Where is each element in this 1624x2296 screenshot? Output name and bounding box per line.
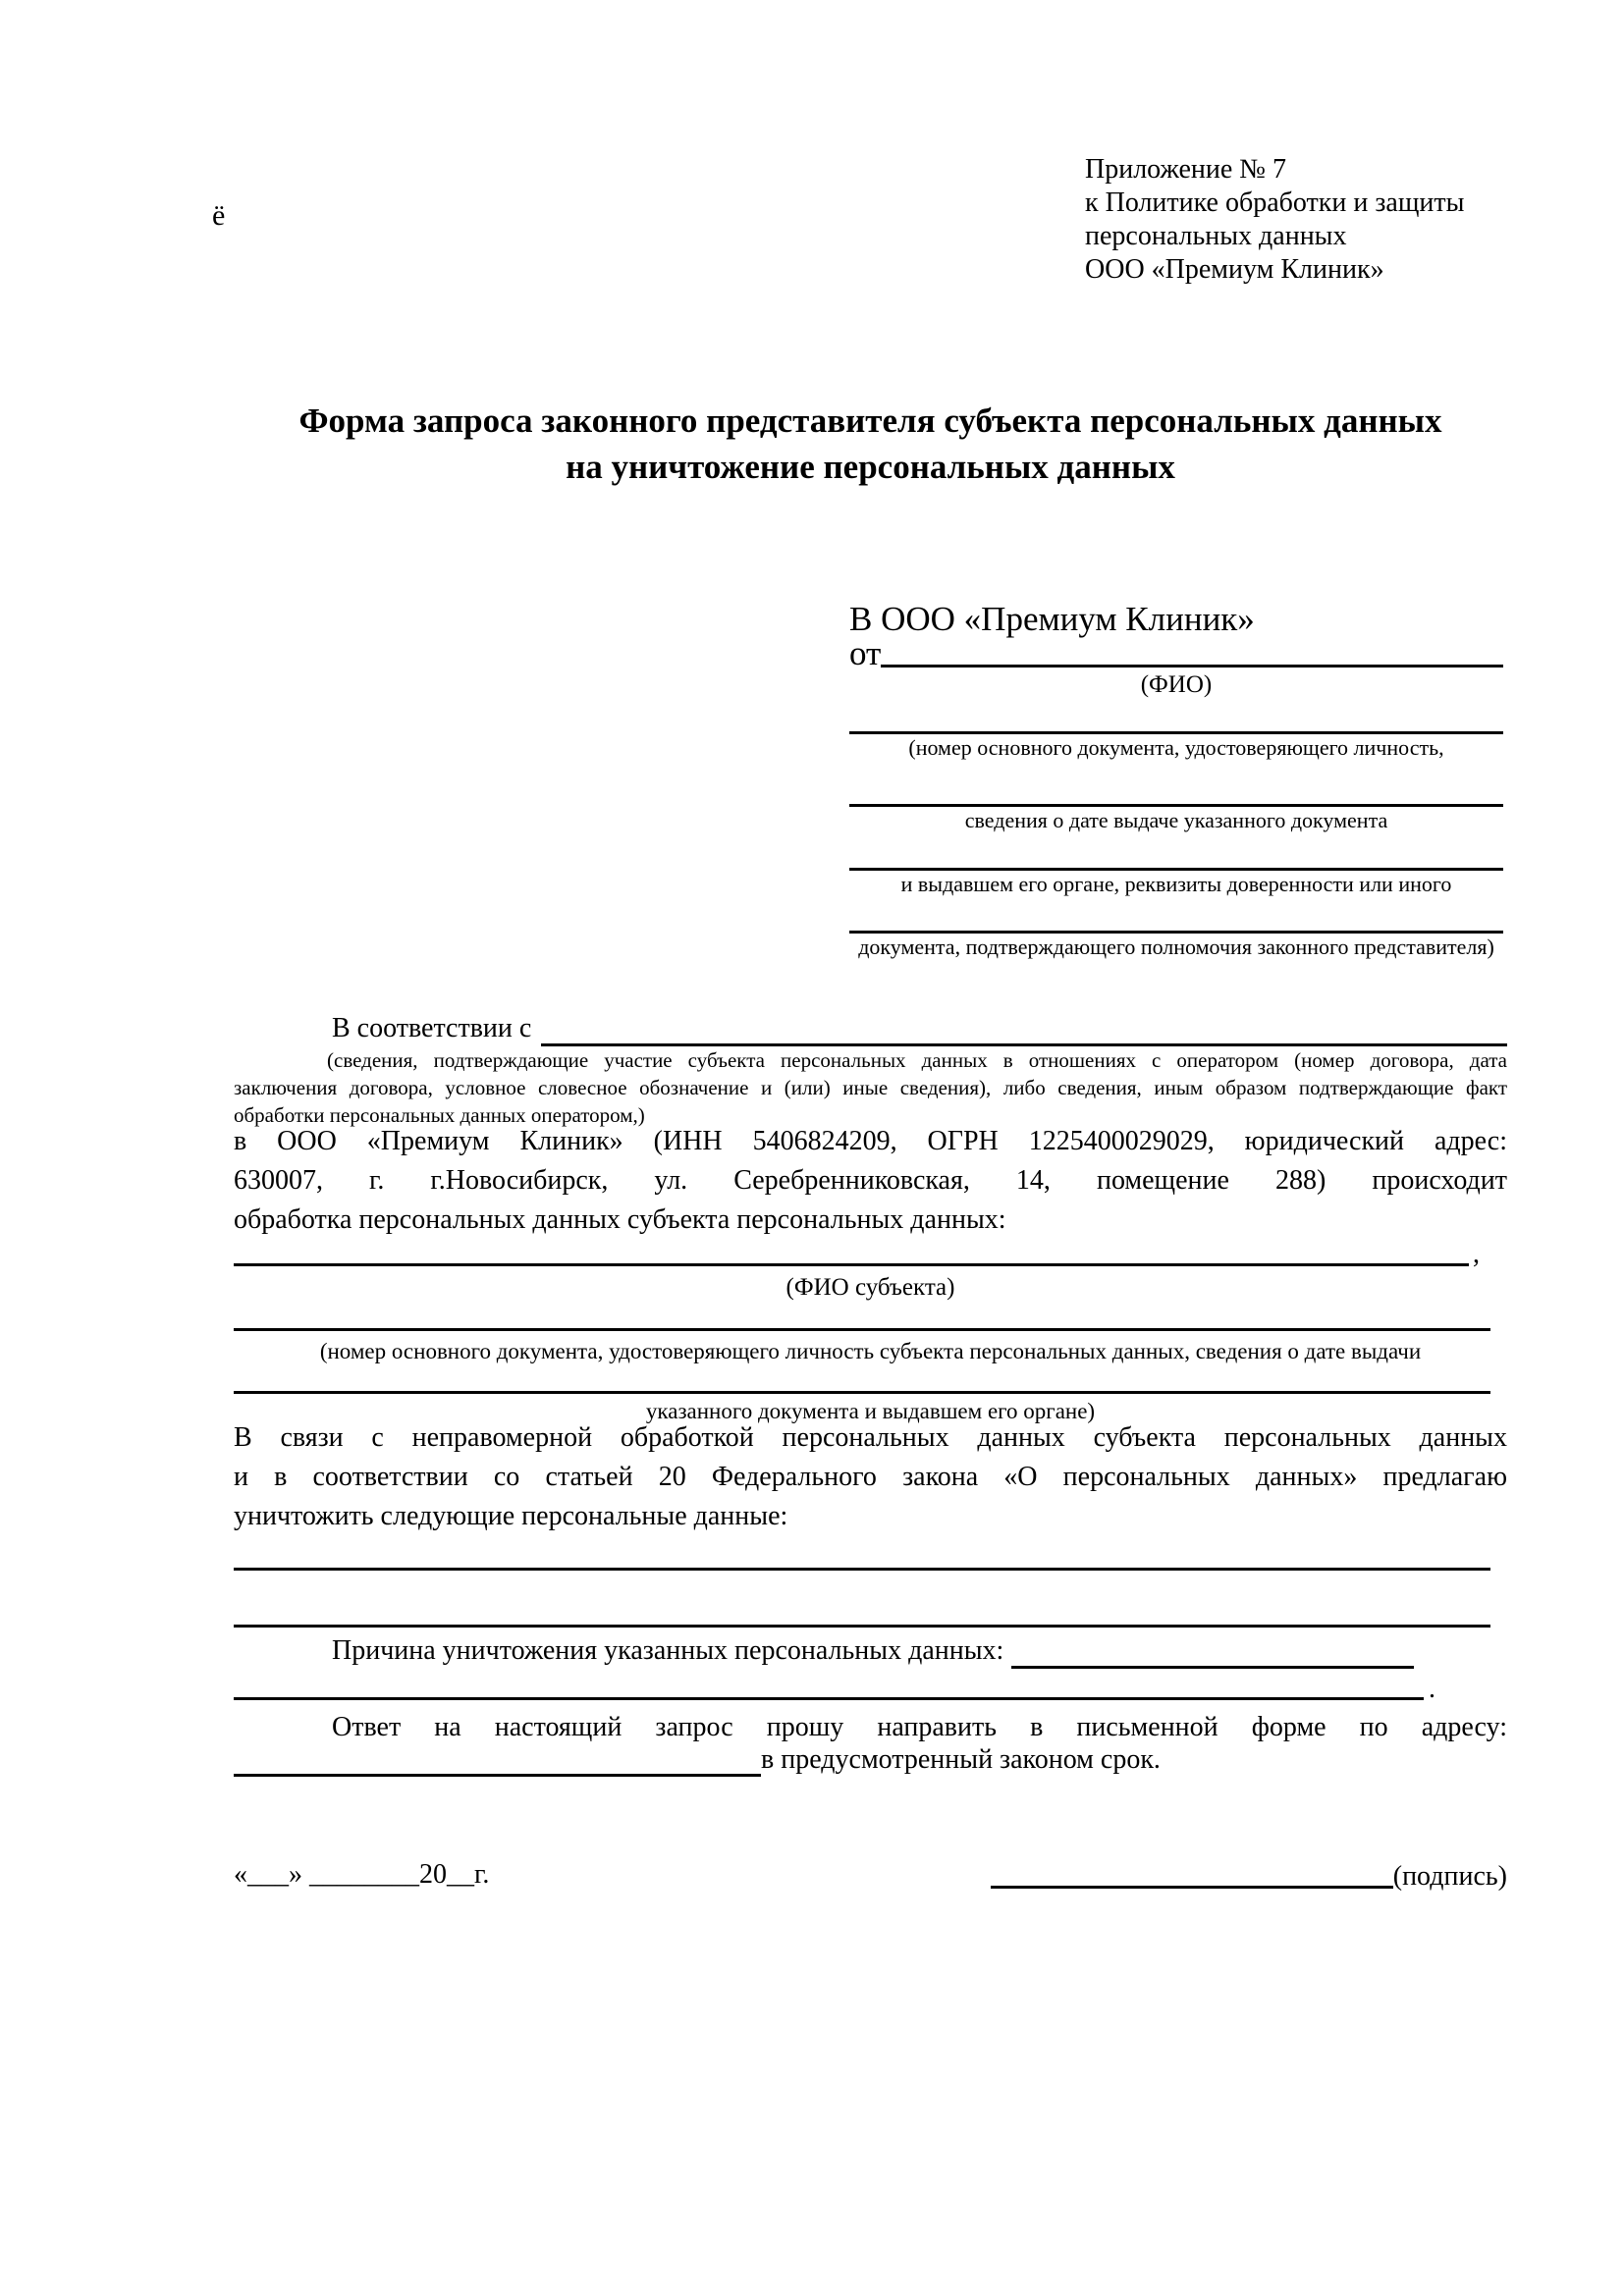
reason-row <box>234 1633 1507 1669</box>
comma-char: , <box>1473 1239 1480 1269</box>
appendix-line: к Политике обработки и защиты <box>1085 187 1465 218</box>
note-line: (сведения, подтверждающие участие субъекта персональных данных в отношениях с оператором (номер договора, дата <box>327 1048 1507 1072</box>
appendix-line: персональных данных <box>1085 221 1347 251</box>
unlawful-line: и в соответствии со статьей 20 Федерального закона «О персональных данных» предлагаю <box>234 1462 1507 1492</box>
operator-line: в ООО «Премиум Клиник» (ИНН 5406824209, ОГРН 1225400029029, юридический адрес: <box>234 1126 1507 1156</box>
stray-char: ё <box>212 199 226 232</box>
note-line: заключения договора, условное словесное обозначение и (или) иные сведения), либо сведения, иным образом подтверждающие факт <box>234 1076 1507 1099</box>
operator-line: 630007, г. г.Новосибирск, ул. Серебренниковская, 14, помещение 288) происходит <box>234 1165 1507 1196</box>
subject-fio-caption: (ФИО субъекта) <box>785 1274 955 1301</box>
from-label: от <box>849 634 882 672</box>
addressee-line-caption: (номер основного документа, удостоверяющего личность, <box>908 735 1444 760</box>
footer-row <box>234 1853 1507 1896</box>
subject-doc-line <box>234 1328 1490 1331</box>
period-char: . <box>1429 1674 1435 1704</box>
unlawful-line: уничтожить следующие персональные данные: <box>234 1501 788 1531</box>
addressee-line-caption: сведения о дате выдаче указанного документа <box>964 808 1388 832</box>
addressee-block <box>849 599 1503 960</box>
fill-in-line <box>881 665 1503 667</box>
title-line-1: Форма запроса законного представителя субъекта персональных данных <box>298 401 1442 440</box>
accordance-row <box>234 1011 1507 1046</box>
appendix-line: Приложение № 7 <box>1085 154 1286 185</box>
fill-in-line <box>234 1774 761 1777</box>
reason-label: Причина уничтожения указанных персональных данных: <box>332 1635 1004 1666</box>
title-line-2: на уничтожение персональных данных <box>566 448 1175 486</box>
document-title <box>234 398 1507 490</box>
accordance-note <box>234 1046 1507 1129</box>
fill-in-line <box>1011 1666 1414 1669</box>
operator-paragraph <box>234 1122 1507 1240</box>
signature-caption: (подпись) <box>1392 1861 1507 1892</box>
fill-in-line <box>234 1697 1424 1700</box>
addressee-line-caption: документа, подтверждающего полномочия законного представителя) <box>858 934 1494 959</box>
response-term-text: в предусмотренный законом срок. <box>761 1744 1161 1775</box>
fill-in-line <box>234 1625 1490 1628</box>
signature-block <box>991 1857 1507 1896</box>
appendix-block <box>1085 153 1509 287</box>
appendix-line: ООО «Премиум Клиник» <box>1085 254 1384 285</box>
subject-fio-line <box>234 1263 1469 1266</box>
unlawful-line: В связи с неправомерной обработкой персональных данных субъекта персональных данных <box>234 1422 1507 1453</box>
operator-line: обработка персональных данных субъекта персональных данных: <box>234 1204 1006 1235</box>
fio-caption: (ФИО) <box>1140 671 1213 698</box>
response-sentence: Ответ на настоящий запрос прошу направить в письменной форме по адресу: <box>332 1712 1507 1742</box>
addressee-line-caption: и выдавшем его органе, реквизиты доверенности или иного <box>900 872 1452 896</box>
subject-doc-caption: (номер основного документа, удостоверяющего личность субъекта персональных данных, сведения о дате выдачи <box>319 1339 1422 1363</box>
subject-doc-line <box>234 1391 1490 1394</box>
unlawful-paragraph <box>234 1418 1507 1536</box>
from-row <box>849 634 1503 672</box>
signature-line <box>991 1886 1393 1889</box>
subject-doc-caption: указанного документа и выдавшем его органе) <box>645 1399 1096 1423</box>
note-line: обработки персональных данных оператором,) <box>234 1103 645 1127</box>
date-field: «___» ________20__г. <box>234 1859 490 1890</box>
fill-in-line <box>234 1568 1490 1571</box>
accordance-lead: В соответствии с <box>332 1013 532 1043</box>
response-address-row <box>234 1743 1507 1777</box>
addressee-organization: В ООО «Премиум Клиник» <box>849 600 1255 638</box>
